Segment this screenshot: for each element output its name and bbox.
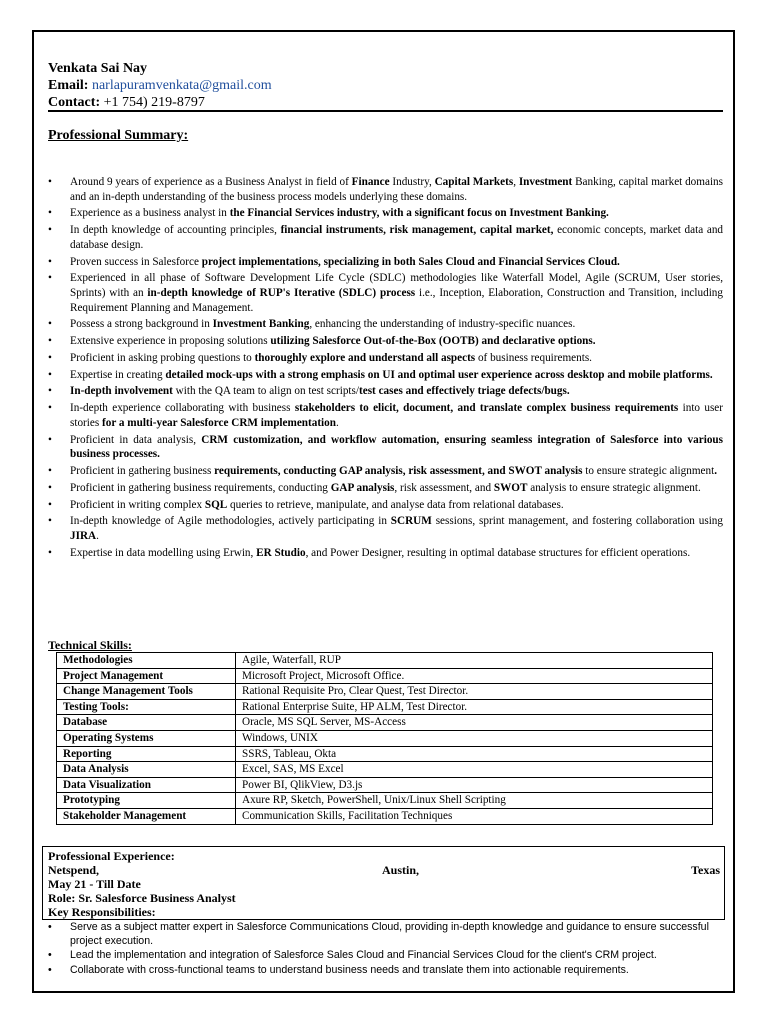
company-row xyxy=(48,863,720,877)
summary-text: Proficient in data analysis, xyxy=(70,433,202,446)
table-row xyxy=(57,653,713,669)
summary-text: CRM customization, and workflow automation, ensuring seamless integration of Salesforce into various business processes. xyxy=(70,433,723,461)
summary-item xyxy=(48,175,723,204)
summary-text: In-depth knowledge of Agile methodologies, actively participating in xyxy=(70,515,391,528)
experience-title: Professional Experience: xyxy=(48,849,175,863)
experience-header-box xyxy=(42,846,725,920)
contact-label: Contact xyxy=(48,95,96,110)
table-row xyxy=(57,730,713,746)
summary-text: for a multi-year Salesforce CRM implementation xyxy=(102,416,336,429)
email-link[interactable]: narlapuramvenkata@gmail.com xyxy=(91,78,272,93)
company-name: Netspend, xyxy=(48,863,100,877)
skill-category: Operating Systems xyxy=(57,730,236,746)
summary-item xyxy=(48,481,723,496)
summary-item xyxy=(48,433,723,462)
summary-text: to ensure strategic alignment xyxy=(582,464,715,477)
responsibilities-title: Key Responsibilities: xyxy=(48,905,156,919)
skill-values: Power BI, QlikView, D3.js xyxy=(236,777,713,793)
summary-text: Banking, capital market domains and an in-depth understanding of the business process models underlying these domains. xyxy=(70,176,724,203)
summary-text: Experienced in all phase of Software Development Life Cycle (SDLC) methodologies like Waterfall Model, Agile (SCRUM, User stories, Sprints) with an xyxy=(70,272,723,299)
summary-text: financial instruments, risk management, capital market, xyxy=(280,224,554,237)
summary-text: Extensive experience in proposing solutions xyxy=(70,335,271,348)
table-row xyxy=(57,668,713,684)
table-row xyxy=(57,777,713,793)
skill-values: Rational Enterprise Suite, HP ALM, Test Director. xyxy=(236,699,713,715)
skills-title: Technical Skills: xyxy=(48,638,132,652)
email-label: Email xyxy=(48,78,84,93)
skill-category: Testing Tools: xyxy=(57,699,236,715)
summary-text: sessions, sprint management, and fostering collaboration using xyxy=(431,515,723,528)
employment-dates: May 21 - Till Date xyxy=(48,877,141,891)
summary-item xyxy=(48,368,723,383)
skill-values: Communication Skills, Facilitation Techniques xyxy=(236,808,713,824)
resume-page xyxy=(32,30,735,993)
summary-text: into user stories xyxy=(70,402,723,429)
skill-category: Methodologies xyxy=(57,653,236,669)
summary-list xyxy=(48,175,723,562)
skill-category: Reporting xyxy=(57,746,236,762)
contact-phone: +1 754) 219-8797 xyxy=(103,95,205,110)
table-row xyxy=(57,746,713,762)
summary-text: economic concepts, market data and database design. xyxy=(70,224,724,251)
summary-text: Experience as a business analyst in xyxy=(70,207,230,220)
summary-text: SWOT xyxy=(493,481,528,494)
summary-text: Expertise in creating xyxy=(70,368,166,381)
skill-values: Axure RP, Sketch, PowerShell, Unix/Linux Shell Scripting xyxy=(236,793,713,809)
responsibilities-list xyxy=(48,921,723,978)
summary-text: Industry, xyxy=(389,176,435,188)
summary-text: project implementations, specializing in both Sales Cloud and Financial Services Cloud. xyxy=(201,255,620,268)
summary-item xyxy=(48,271,723,315)
summary-item xyxy=(48,206,723,221)
contact-line: Contact: +1 754) 219-8797 xyxy=(48,95,205,110)
summary-item xyxy=(48,401,723,430)
summary-text: In depth knowledge of accounting principles, xyxy=(70,224,281,237)
summary-item xyxy=(48,223,723,252)
summary-text: In-depth experience collaborating with business xyxy=(70,402,295,415)
header-divider xyxy=(48,110,723,112)
summary-text: with the QA team to align on test scripts/ xyxy=(172,385,359,398)
table-row xyxy=(57,793,713,809)
summary-item xyxy=(48,255,723,270)
skill-values: Agile, Waterfall, RUP xyxy=(236,653,713,669)
summary-text: . xyxy=(96,529,99,542)
summary-item xyxy=(48,514,723,543)
summary-text: utilizing Salesforce Out-of-the-Box (OOTB) and declarative options. xyxy=(270,335,596,348)
skill-category: Project Management xyxy=(57,668,236,684)
summary-text: In-depth involvement xyxy=(70,385,173,398)
skill-category: Change Management Tools xyxy=(57,684,236,700)
responsibility-item: • Serve as a subject matter expert in Salesforce Communications Cloud, providing in-depth knowledge and guidance to ensure successful project execution. xyxy=(48,921,723,948)
resume-header xyxy=(48,60,723,111)
table-row xyxy=(57,762,713,778)
summary-text: ER Studio xyxy=(256,546,306,559)
skill-category: Data Analysis xyxy=(57,762,236,778)
email-line: Email: narlapuramvenkata@gmail.com xyxy=(48,78,272,93)
summary-text: , enhancing the understanding of industry-specific nuances. xyxy=(309,318,576,331)
summary-text: JIRA xyxy=(70,529,97,542)
summary-text: Expertise in data modelling using Erwin, xyxy=(70,546,257,559)
skill-values: Rational Requisite Pro, Clear Quest, Test Director. xyxy=(236,684,713,700)
summary-text: GAP analysis xyxy=(330,481,395,494)
responsibility-item: • Collaborate with cross-functional teams to understand business needs and translate them into actionable requirements. xyxy=(48,964,723,978)
summary-text: SQL xyxy=(204,498,228,511)
summary-text: of business requirements. xyxy=(475,351,592,364)
skill-values: Windows, UNIX xyxy=(236,730,713,746)
company-city: Austin, xyxy=(382,863,420,877)
summary-text: . xyxy=(714,464,718,477)
skill-category: Prototyping xyxy=(57,793,236,809)
summary-text: , risk assessment, and xyxy=(394,481,494,494)
candidate-name: Venkata Sai Nay xyxy=(48,61,148,76)
summary-text: Finance xyxy=(351,176,390,188)
summary-text: Around 9 years of experience as a Business Analyst in field of xyxy=(70,176,352,188)
skill-values: Microsoft Project, Microsoft Office. xyxy=(236,668,713,684)
summary-text: analysis to ensure strategic alignment. xyxy=(527,481,701,494)
summary-item xyxy=(48,464,723,479)
table-row xyxy=(57,699,713,715)
summary-text: Possess a strong background in xyxy=(70,318,213,331)
summary-text: , and Power Designer, resulting in optimal database structures for efficient operations. xyxy=(305,546,691,559)
summary-text: stakeholders to elicit, document, and translate complex business requirements xyxy=(294,402,679,415)
table-row xyxy=(57,715,713,731)
skill-category: Stakeholder Management xyxy=(57,808,236,824)
summary-text: Proficient in gathering business xyxy=(70,464,215,477)
summary-text: i.e., Inception, Elaboration, Construction and Transition, including Requirement Planning and Management. xyxy=(70,286,723,314)
summary-item xyxy=(48,384,723,399)
skill-values: Oracle, MS SQL Server, MS-Access xyxy=(236,715,713,731)
summary-text: Proficient in gathering business requirements, conducting xyxy=(70,481,331,494)
company-state: Texas xyxy=(691,863,720,877)
summary-item xyxy=(48,498,723,513)
summary-text: test cases and effectively triage defects/bugs. xyxy=(359,385,570,398)
skills-table xyxy=(56,652,713,825)
summary-item xyxy=(48,317,723,332)
summary-text: Capital Markets xyxy=(434,176,514,188)
summary-text: Investment xyxy=(518,176,573,188)
summary-text: in-depth knowledge of RUP's Iterative (SDLC) process xyxy=(147,286,416,299)
summary-text: queries to retrieve, manipulate, and analyse data from relational databases. xyxy=(227,498,564,511)
table-row xyxy=(57,808,713,824)
job-role: Role: Sr. Salesforce Business Analyst xyxy=(48,891,236,905)
summary-text: Proficient in asking probing questions to xyxy=(70,351,255,364)
summary-text: the Financial Services industry, with a significant focus on Investment Banking. xyxy=(229,207,609,220)
summary-item xyxy=(48,351,723,366)
summary-text: Proven success in Salesforce xyxy=(70,255,202,268)
skill-values: SSRS, Tableau, Okta xyxy=(236,746,713,762)
summary-text: Investment Banking xyxy=(212,318,310,331)
summary-text: thoroughly explore and understand all aspects xyxy=(254,351,476,364)
summary-text: requirements, conducting GAP analysis, risk assessment, and SWOT analysis xyxy=(214,464,583,477)
summary-text: , xyxy=(513,176,519,188)
skill-category: Database xyxy=(57,715,236,731)
summary-title: Professional Summary: xyxy=(48,128,189,143)
summary-text: SCRUM xyxy=(390,515,432,528)
table-row xyxy=(57,684,713,700)
skill-values: Excel, SAS, MS Excel xyxy=(236,762,713,778)
summary-item xyxy=(48,546,723,561)
summary-text: detailed mock-ups with a strong emphasis on UI and optimal user experience across desktop and mobile platforms. xyxy=(165,368,713,381)
summary-text: . xyxy=(335,416,339,429)
summary-item xyxy=(48,334,723,349)
summary-text: Proficient in writing complex xyxy=(70,498,205,511)
skill-category: Data Visualization xyxy=(57,777,236,793)
responsibility-item: • Lead the implementation and integration of Salesforce Sales Cloud and Financial Services Cloud for the client's CRM project. xyxy=(48,949,723,963)
